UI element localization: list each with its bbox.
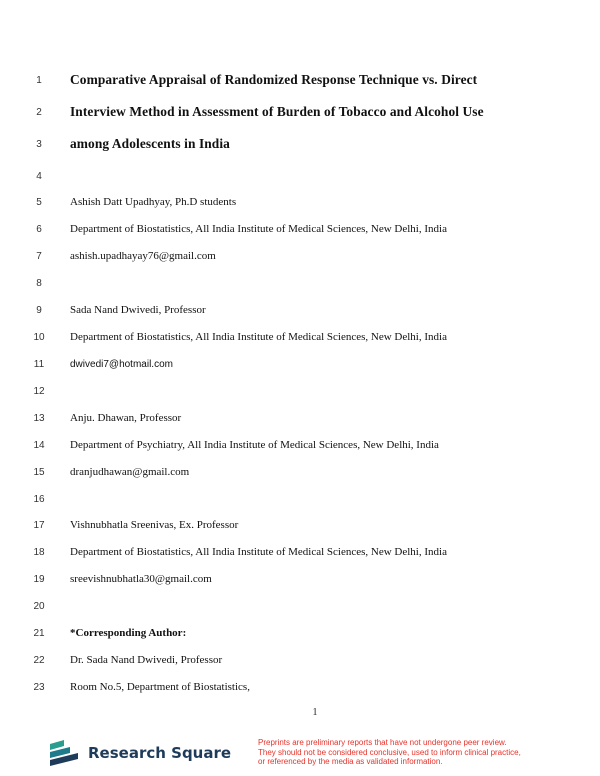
manuscript-line [0,275,600,295]
manuscript-line [0,302,600,322]
manuscript-line [0,168,600,188]
manuscript-line [0,652,600,672]
manuscript-line [0,248,600,268]
manuscript-line [0,410,600,430]
line-number: 11 [33,359,45,370]
line-number: 4 [36,171,42,182]
line-number: 21 [33,628,45,639]
notice-line: Preprints are preliminary reports that have not undergone peer review. [258,738,507,747]
manuscript-line [0,383,600,403]
line-number: 7 [36,251,42,262]
line-text: among Adolescents in India [70,136,230,151]
line-text: sreevishnubhatla30@gmail.com [70,573,212,585]
line-text: Department of Biostatistics, All India Institute of Medical Sciences, New Delhi, India [70,223,447,235]
line-number: 16 [33,494,45,505]
line-text: Interview Method in Assessment of Burden of Tobacco and Alcohol Use [70,104,484,119]
line-text: dranjudhawan@gmail.com [70,466,190,478]
line-text: ashish.upadhayay76@gmail.com [70,250,216,262]
line-text: Dr. Sada Nand Dwivedi, Professor [70,654,223,666]
preprint-notice [258,738,558,767]
line-text: Department of Psychiatry, All India Institute of Medical Sciences, New Delhi, India [70,439,439,451]
manuscript-line [0,491,600,511]
manuscript-line [0,517,600,537]
line-number: 18 [33,547,45,558]
manuscript-line [0,679,600,699]
page-number: 1 [312,707,318,718]
line-number: 14 [33,440,45,451]
line-text: Sada Nand Dwivedi, Professor [70,304,206,316]
notice-line: or referenced by the media as validated information. [258,757,443,766]
manuscript-line [0,356,600,376]
manuscript-line [0,571,600,591]
line-number: 22 [33,655,45,666]
manuscript-line [0,437,600,457]
manuscript-line [0,136,600,156]
manuscript-line [0,194,600,214]
line-text: *Corresponding Author: [70,627,187,639]
brand-name: Research Square [88,744,232,762]
manuscript-line [0,464,600,484]
line-number: 8 [36,278,42,289]
line-number: 3 [36,139,42,150]
line-number: 19 [33,574,45,585]
research-square-logo-icon [50,740,82,766]
line-text: dwivedi7@hotmail.com [70,359,173,370]
line-number: 17 [33,520,45,531]
line-number: 15 [33,467,45,478]
line-text: Room No.5, Department of Biostatistics, [70,681,250,693]
line-number: 12 [33,386,45,397]
line-text: Comparative Appraisal of Randomized Response Technique vs. Direct [70,72,478,87]
line-number: 9 [36,305,42,316]
line-text: Ashish Datt Upadhyay, Ph.D students [70,196,237,208]
line-text: Anju. Dhawan, Professor [70,412,182,424]
line-text: Department of Biostatistics, All India Institute of Medical Sciences, New Delhi, India [70,331,447,343]
manuscript-line [0,598,600,618]
manuscript-line [0,104,600,124]
manuscript-line [0,544,600,564]
line-number: 6 [36,224,42,235]
notice-line: They should not be considered conclusive, used to inform clinical practice, [258,747,521,757]
line-number: 10 [33,332,45,343]
line-number: 20 [33,601,45,612]
line-number: 13 [33,413,45,424]
line-number: 1 [36,75,42,86]
line-number: 2 [36,107,42,118]
line-number: 23 [33,682,45,693]
line-number: 5 [36,197,42,208]
preprint-footer [0,728,600,776]
line-text: Vishnubhatla Sreenivas, Ex. Professor [70,519,239,531]
manuscript-line [0,625,600,645]
manuscript-line [0,72,600,92]
manuscript-line [0,221,600,241]
line-text: Department of Biostatistics, All India Institute of Medical Sciences, New Delhi, India [70,546,447,558]
manuscript-line [0,329,600,349]
